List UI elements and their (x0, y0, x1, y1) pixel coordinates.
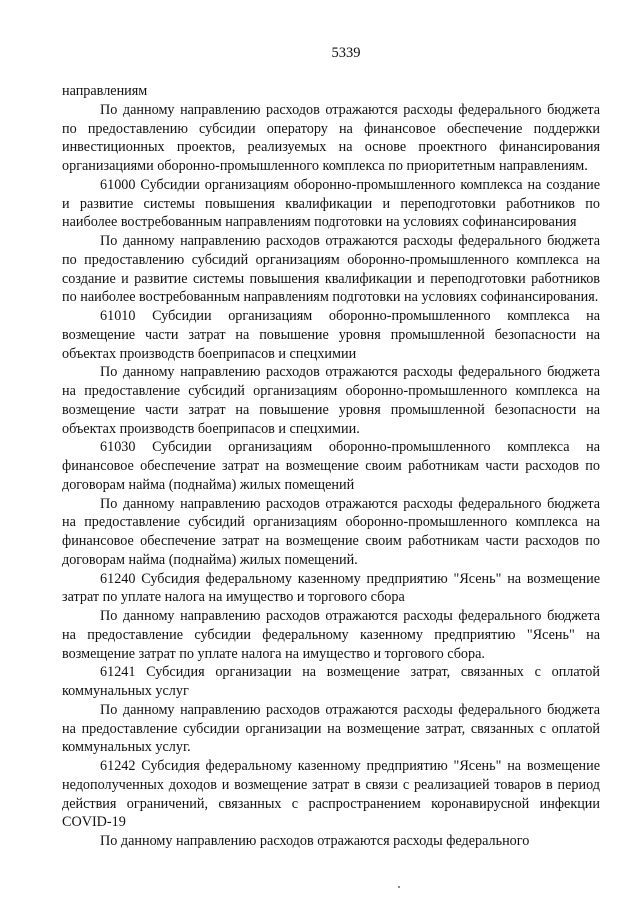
scan-speck (398, 886, 400, 888)
paragraph: По данному направлению расходов отражаются расходы федерального бюджета на предоставление субсидии федеральному казенному предприятию "Ясень" на возмещение затрат по уплате налога на имущество и торгового сбора. (62, 608, 600, 662)
paragraph: 61242 Субсидия федеральному казенному предприятию "Ясень" на возмещение недополученных доходов и возмещение затрат в связи с реализацией товаров в период действия ограничений, связанных с распространением коронавирусной инфекции COVID-19 (62, 758, 600, 831)
paragraph: 61000 Субсидии организациям оборонно-промышленного комплекса на создание и развитие системы повышения квалификации и переподготовки работников по наиболее востребованным направлениям подготовки на условиях софинансирования (62, 176, 600, 231)
paragraph: По данному направлению расходов отражаются расходы федерального бюджета по предоставлению субсидий организациям оборонно-промышленного комплекса на создание и развитие системы повышения квалификации и переподготовки работников по наиболее востребованным направлениям подготовки на условиях софинансирования. (62, 233, 600, 306)
paragraph: 61010 Субсидии организациям оборонно-промышленного комплекса на возмещение части затрат на повышение уровня промышленной безопасности на объектах производств боеприпасов и спецхимии (62, 308, 600, 362)
paragraph: 61030 Субсидии организациям оборонно-промышленного комплекса на финансовое обеспечение затрат на возмещение своим работникам части расходов по договорам найма (поднайма) жилых помещений (62, 439, 600, 493)
page-number: 5339 (331, 45, 361, 61)
paragraph: направлениям (62, 83, 148, 99)
paragraph: По данному направлению расходов отражаются расходы федерального бюджета по предоставлению субсидии оператору на финансовое обеспечение поддержки инвестиционных проектов, реализуемых на основе проектного финансирования организациями оборонно-промышленного комплекса по приоритетным направлениям. (62, 101, 600, 174)
paragraph: По данному направлению расходов отражаются расходы федерального бюджета на предоставление субсидии организации на возмещение затрат, связанных с оплатой коммунальных услуг. (62, 701, 600, 756)
paragraph: 61240 Субсидия федеральному казенному предприятию "Ясень" на возмещение затрат по уплате налога на имущество и торгового сбора (62, 570, 600, 606)
paragraph: 61241 Субсидия организации на возмещение затрат, связанных с оплатой коммунальных услуг (62, 664, 600, 699)
paragraph: По данному направлению расходов отражаются расходы федерального бюджета на предоставление субсидий организациям оборонно-промышленного комплекса на финансовое обеспечение затрат на возмещение своим работникам части расходов по договорам найма (поднайма) жилых помещений. (62, 495, 600, 568)
document-body (62, 82, 600, 851)
paragraph: По данному направлению расходов отражаются расходы федерального (100, 833, 530, 849)
paragraph: По данному направлению расходов отражаются расходы федерального бюджета на предоставление субсидий организациям оборонно-промышленного комплекса на возмещение части затрат на повышение уровня промышленной безопасности на объектах производств боеприпасов и спецхимии. (62, 364, 600, 437)
